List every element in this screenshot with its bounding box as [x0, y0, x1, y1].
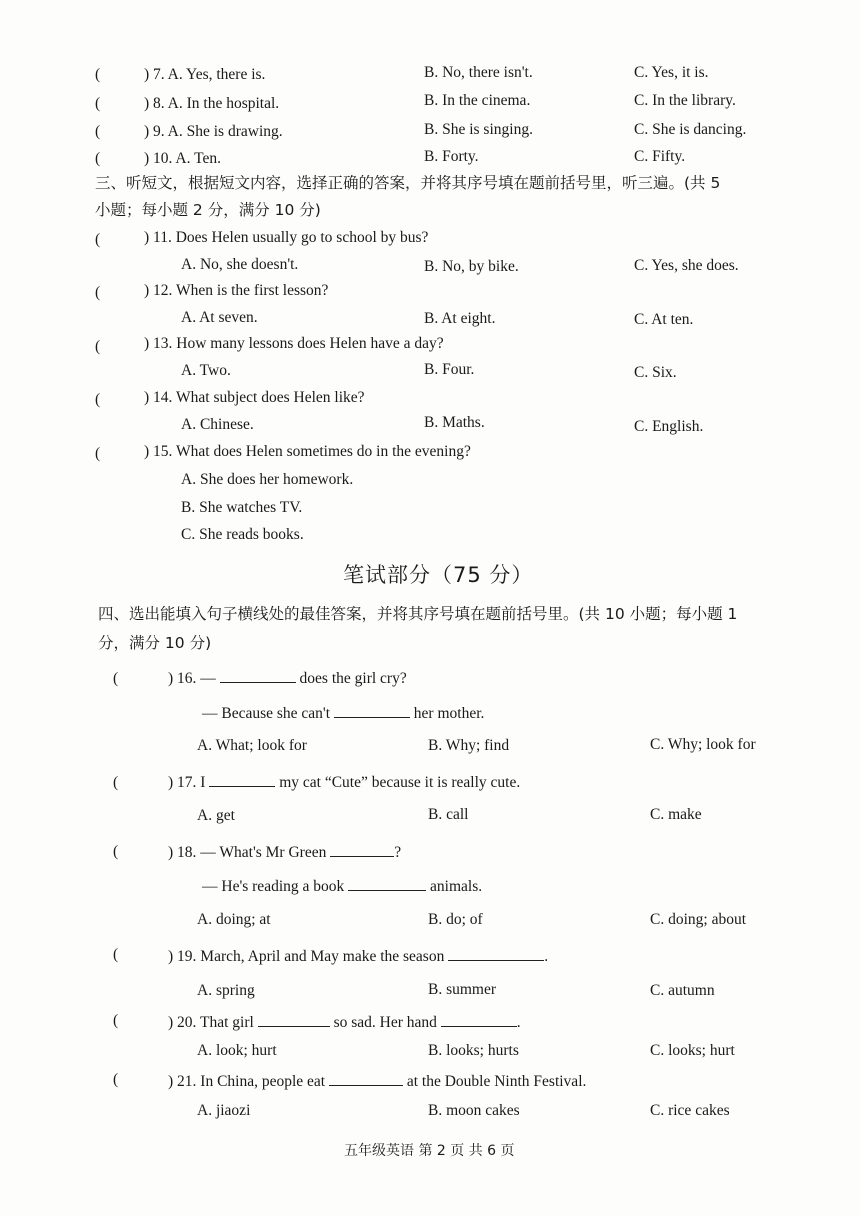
option-c: C. Yes, it is.: [634, 64, 709, 81]
section-4-instructions-line1: 四、选出能填入句子横线处的最佳答案，并将其序号填在题前括号里。(共 10 小题；每小题 1: [98, 605, 738, 623]
option-b: B. summer: [428, 981, 497, 998]
answer-paren: (: [113, 774, 119, 791]
question-17: [168, 772, 520, 792]
option-c: C. Why; look for: [650, 736, 756, 753]
option-a: A. Two.: [181, 362, 231, 379]
answer-paren: (: [95, 284, 101, 301]
page-footer: 五年级英语 第 2 页 共 6 页: [344, 1143, 515, 1159]
question-19: [168, 946, 548, 966]
blank: [348, 876, 426, 891]
option-c: C. Fifty.: [634, 148, 686, 165]
section-3-instructions-line1: 三、听短文，根据短文内容，选择正确的答案，并将其序号填在题前括号里，听三遍。(共 5: [95, 174, 721, 192]
question-7: ) 7. A. Yes, there is.: [144, 66, 266, 83]
question-20: [168, 1012, 521, 1032]
answer-paren: (: [95, 231, 101, 248]
option-b: B. Why; find: [428, 737, 510, 754]
section-4-instructions-line2: 分，满分 10 分): [98, 634, 212, 652]
answer-paren: (: [113, 1012, 119, 1029]
option-c: C. Six.: [634, 364, 677, 381]
question-18-post: ?: [394, 844, 402, 861]
blank: [334, 703, 410, 718]
option-a: A. spring: [197, 982, 255, 999]
question-19-pre: ) 19. March, April and May make the season: [168, 948, 445, 965]
option-b: B. She is singing.: [424, 121, 533, 138]
question-21-post: at the Double Ninth Festival.: [406, 1073, 587, 1090]
question-16-line2: [202, 703, 484, 723]
question-18-line2-pre: — He's reading a book: [202, 878, 345, 895]
option-b: B. No, there isn't.: [424, 64, 533, 81]
question-21: [168, 1071, 586, 1091]
question-12: ) 12. When is the first lesson?: [144, 282, 329, 299]
answer-paren: (: [113, 843, 119, 860]
option-c: C. In the library.: [634, 92, 736, 109]
answer-paren: (: [95, 391, 101, 408]
option-a: A. No, she doesn't.: [181, 256, 299, 273]
answer-paren: (: [95, 150, 101, 167]
option-c: C. looks; hurt: [650, 1042, 735, 1059]
section-3-instructions-line2: 小题；每小题 2 分，满分 10 分): [95, 201, 321, 219]
blank: [220, 668, 296, 683]
blank: [441, 1012, 517, 1027]
option-b: B. She watches TV.: [181, 499, 303, 516]
blank: [209, 772, 275, 787]
option-a: A. She does her homework.: [181, 471, 354, 488]
question-19-post: .: [544, 948, 549, 965]
option-c: C. make: [650, 806, 702, 823]
question-18-pre: ) 18. — What's Mr Green: [168, 844, 327, 861]
blank: [448, 946, 544, 961]
question-18: [168, 842, 401, 862]
option-a: A. get: [197, 807, 235, 824]
option-a: A. look; hurt: [197, 1042, 277, 1059]
option-b: B. Forty.: [424, 148, 479, 165]
question-14: ) 14. What subject does Helen like?: [144, 389, 365, 406]
question-16-post: does the girl cry?: [299, 670, 407, 687]
question-16-pre: ) 16. —: [168, 670, 216, 687]
question-17-post: my cat “Cute” because it is really cute.: [279, 774, 521, 791]
option-c: C. autumn: [650, 982, 715, 999]
option-a: A. doing; at: [197, 911, 271, 928]
answer-paren: (: [95, 338, 101, 355]
question-10: ) 10. A. Ten.: [144, 150, 221, 167]
question-18-line2: [202, 876, 482, 896]
question-16-line2-pre: — Because she can't: [202, 705, 331, 722]
question-20-mid: so sad. Her hand: [333, 1014, 437, 1031]
question-17-pre: ) 17. I: [168, 774, 206, 791]
blank: [330, 842, 394, 857]
question-18-line2-post: animals.: [430, 878, 483, 895]
answer-paren: (: [113, 1071, 119, 1088]
option-a: A. At seven.: [181, 309, 258, 326]
question-11: ) 11. Does Helen usually go to school by bus?: [144, 229, 429, 246]
question-13: ) 13. How many lessons does Helen have a day?: [144, 335, 444, 352]
answer-paren: (: [95, 66, 101, 83]
option-c: C. doing; about: [650, 911, 747, 928]
option-c: C. She reads books.: [181, 526, 304, 543]
answer-paren: (: [113, 670, 119, 687]
question-9: ) 9. A. She is drawing.: [144, 123, 283, 140]
option-c: C. English.: [634, 418, 704, 435]
blank: [329, 1071, 403, 1086]
option-b: B. looks; hurts: [428, 1042, 519, 1059]
answer-paren: (: [113, 946, 119, 963]
option-c: C. Yes, she does.: [634, 257, 739, 274]
option-b: B. Four.: [424, 361, 475, 378]
question-16-line2-post: her mother.: [413, 705, 485, 722]
option-c: C. She is dancing.: [634, 121, 747, 138]
answer-paren: (: [95, 445, 101, 462]
option-b: B. Maths.: [424, 414, 485, 431]
answer-paren: (: [95, 123, 101, 140]
question-21-pre: ) 21. In China, people eat: [168, 1073, 326, 1090]
option-c: C. rice cakes: [650, 1102, 730, 1119]
option-b: B. At eight.: [424, 310, 496, 327]
option-a: A. What; look for: [197, 737, 307, 754]
question-16: [168, 668, 407, 688]
option-a: A. jiaozi: [197, 1102, 251, 1119]
question-20-post: .: [516, 1014, 521, 1031]
written-part-title: 笔试部分（75 分）: [343, 563, 534, 587]
option-a: A. Chinese.: [181, 416, 254, 433]
option-b: B. No, by bike.: [424, 258, 519, 275]
option-b: B. In the cinema.: [424, 92, 531, 109]
question-15: ) 15. What does Helen sometimes do in the evening?: [144, 443, 471, 460]
question-8: ) 8. A. In the hospital.: [144, 95, 280, 112]
option-b: B. moon cakes: [428, 1102, 520, 1119]
option-b: B. do; of: [428, 911, 483, 928]
option-b: B. call: [428, 806, 469, 823]
answer-paren: (: [95, 95, 101, 112]
blank: [258, 1012, 330, 1027]
question-20-pre: ) 20. That girl: [168, 1014, 254, 1031]
option-c: C. At ten.: [634, 311, 694, 328]
